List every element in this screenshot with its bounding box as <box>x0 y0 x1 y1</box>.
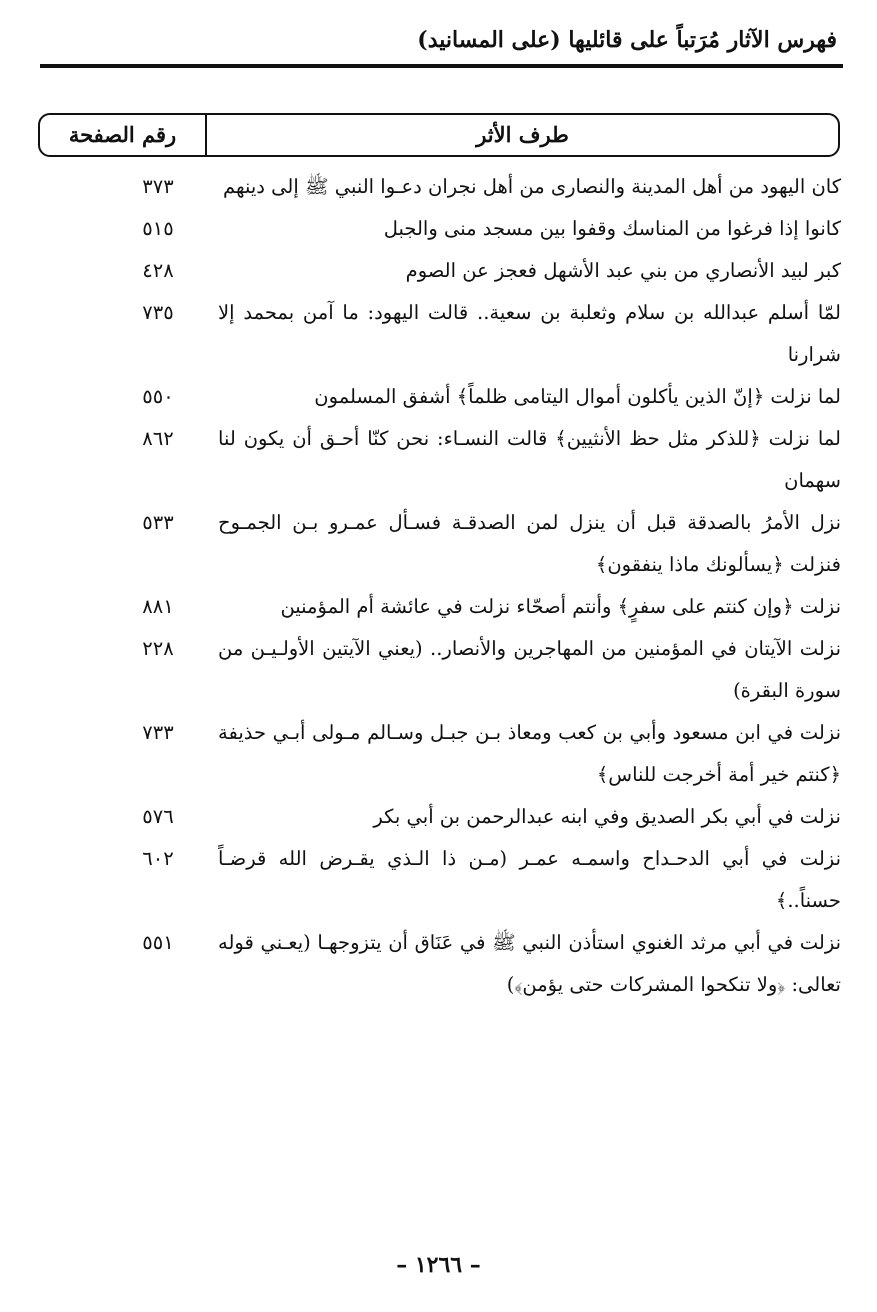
index-entry <box>0 208 877 250</box>
entry-page-number: ٦٠٢ <box>142 847 174 870</box>
entry-text: نزل الأمرُ بالصدقة قبل أن ينزل لمن الصدقـة فسـأل عمـرو بـن الجمـوح فنزلت ﴿يسألونك ماذا ينفقون﴾ <box>218 511 841 576</box>
entry-page-number: ٥٧٦ <box>142 805 174 828</box>
entry-page-number: ٨٨١ <box>142 595 174 618</box>
column-header-page: رقم الصفحة <box>68 122 177 147</box>
entry-text: نزلت في ابن مسعود وأبي بن كعب ومعاذ بـن جبـل وسـالم مـولى أبـي حذيفة ﴿كنتم خير أمة أخرجت للناس﴾ <box>218 721 841 786</box>
entry-text: كبر لبيد الأنصاري من بني عبد الأشهل فعجز عن الصوم <box>405 259 841 282</box>
index-entry <box>0 250 877 292</box>
entry-page-number: ٧٣٥ <box>142 301 174 324</box>
index-entry <box>0 586 877 628</box>
entry-text: لما نزلت ﴿إنّ الذين يأكلون أموال اليتامى ظلماً﴾ أشفق المسلمون <box>314 385 841 408</box>
index-entry <box>0 838 877 922</box>
index-entry <box>0 922 877 1006</box>
entry-page-number: ٥٥٠ <box>142 385 174 408</box>
header-rule <box>40 64 843 68</box>
index-entry <box>0 292 877 376</box>
entry-text: لما نزلت ﴿للذكر مثل حظ الأنثيين﴾ قالت النسـاء: نحن كنّا أحـق أن يكون لنا سهمان <box>218 427 841 492</box>
entry-page-number: ٥١٥ <box>142 217 174 240</box>
entry-page-number: ٤٢٨ <box>142 259 174 282</box>
column-header-text: طرف الأثر <box>476 122 569 147</box>
column-divider <box>205 115 207 155</box>
entry-text: نزلت في أبي بكر الصديق وفي ابنه عبدالرحمن بن أبي بكر <box>373 805 841 828</box>
entry-page-number: ٢٢٨ <box>142 637 174 660</box>
index-entry <box>0 796 877 838</box>
index-entry <box>0 502 877 586</box>
index-entry <box>0 628 877 712</box>
entry-page-number: ٥٣٣ <box>142 511 174 534</box>
page-folio: – ١٢٦٦ – <box>396 1252 481 1278</box>
index-entry <box>0 166 877 208</box>
entry-text: نزلت في أبي مرثد الغنوي استأذن النبي ﷺ في عَنَاق أن يتزوجهـا (يعـني قوله تعالى: ﴿ولا تنكحوا المشركات حتى يؤمن﴾) <box>218 931 841 996</box>
index-entry <box>0 376 877 418</box>
entry-page-number: ٨٦٢ <box>142 427 174 450</box>
index-entries <box>0 166 877 1006</box>
table-header <box>38 113 840 157</box>
entry-text: نزلت الآيتان في المؤمنين من المهاجرين والأنصار.. (يعني الآيتين الأولـيـن من سورة البقرة) <box>218 637 841 702</box>
entry-page-number: ٣٧٣ <box>142 175 174 198</box>
running-header: فهرس الآثار مُرَتباً على قائليها (على المسانيد) <box>417 27 837 53</box>
entry-text: كان اليهود من أهل المدينة والنصارى من أهل نجران دعـوا النبي ﷺ إلى دينهم <box>222 175 841 198</box>
entry-text: كانوا إذا فرغوا من المناسك وقفوا بين مسجد منى والجبل <box>383 217 841 240</box>
entry-text: لمّا أسلم عبدالله بن سلام وثعلبة بن سعية.. قالت اليهود: ما آمن بمحمد إلا شرارنا <box>218 301 841 366</box>
index-entry <box>0 418 877 502</box>
entry-page-number: ٥٥١ <box>142 931 174 954</box>
entry-text: نزلت ﴿وإن كنتم على سفرٍ﴾ وأنتم أصحّاء نزلت في عائشة أم المؤمنين <box>280 595 841 618</box>
entry-page-number: ٧٣٣ <box>142 721 174 744</box>
index-entry <box>0 712 877 796</box>
entry-text: نزلت في أبي الدحـداح واسمـه عمـر (مـن ذا الـذي يقـرض الله قرضـاً حسناً..﴾ <box>218 847 841 912</box>
